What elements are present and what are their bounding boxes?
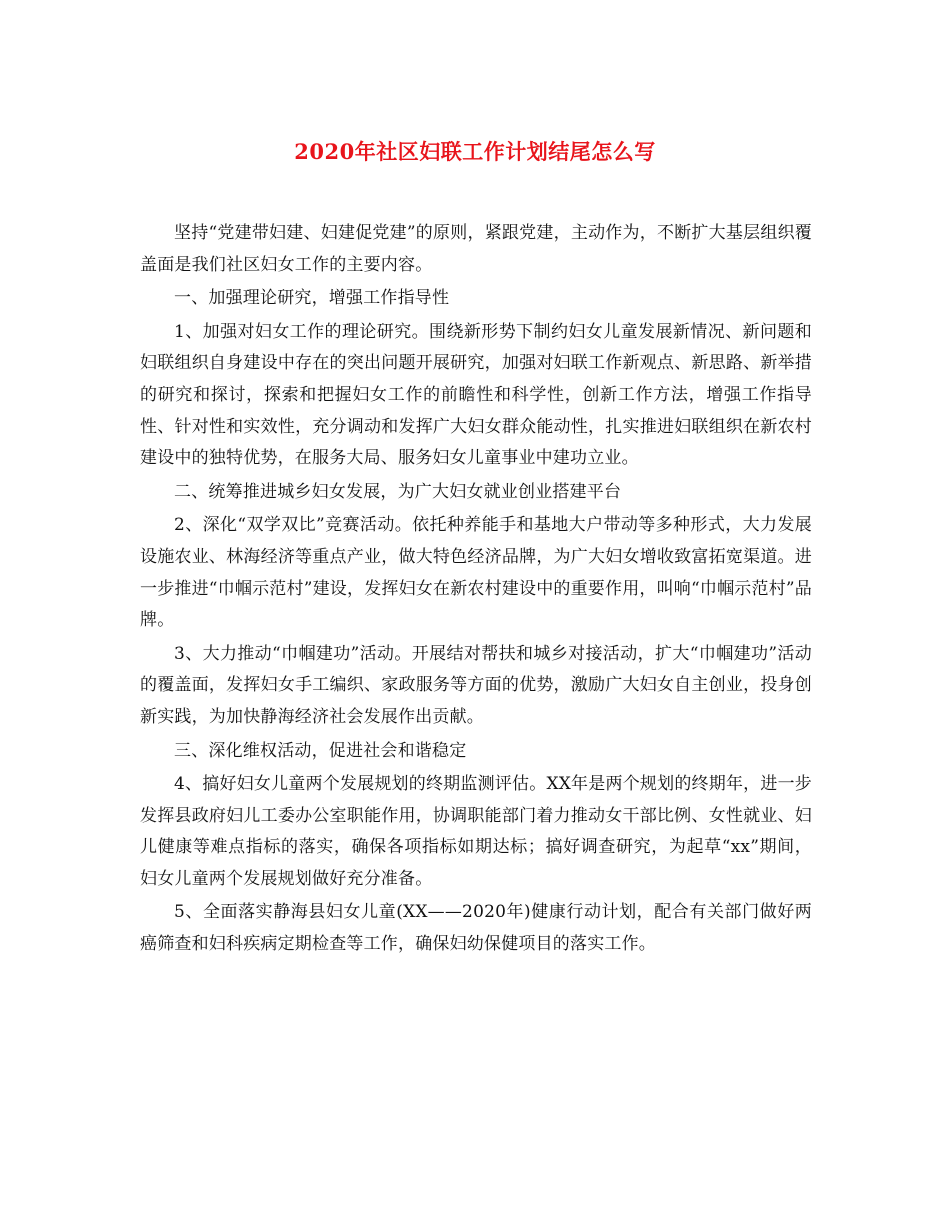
section-heading-1: 一、加强理论研究，增强工作指导性 <box>174 288 450 309</box>
paragraph-item-1: 1、加强对妇女工作的理论研究。围绕新形势下制约妇女儿童发展新情况、新问题和妇联组织自身建设中存在的突出问题开展研究，加强对妇联工作新观点、新思路、新举措的研究和探讨，探索和把握妇女工作的前瞻性和科学性，创新工作方法，增强工作指导性、针对性和实效性，充分调动和发挥广大妇女群众能动性，扎实推进妇联组织在新农村建设中的独特优势，在服务大局、服务妇女儿童事业中建功立业。 <box>140 321 812 469</box>
paragraph-item-4: 4、搞好妇女儿童两个发展规划的终期监测评估。XX年是两个规划的终期年，进一步发挥县政府妇儿工委办公室职能作用，协调职能部门着力推动女干部比例、女性就业、妇儿健康等难点指标的落实，确保各项指标如期达标；搞好调查研究，为起草“xx”期间，妇女儿童两个发展规划做好充分准备。 <box>140 774 812 889</box>
paragraph-item-5: 5、全面落实静海县妇女儿童(XX——2020年)健康行动计划，配合有关部门做好两癌筛查和妇科疾病定期检查等工作，确保妇幼保健项目的落实工作。 <box>140 902 812 955</box>
document-body <box>140 218 812 961</box>
section-heading-3: 三、深化维权活动，促进社会和谐稳定 <box>174 740 467 761</box>
section-heading-2: 二、统筹推进城乡妇女发展，为广大妇女就业创业搭建平台 <box>174 481 622 502</box>
document-title: 2020年社区妇联工作计划结尾怎么写 <box>294 139 656 164</box>
paragraph-item-3: 3、大力推动“巾帼建功”活动。开展结对帮扶和城乡对接活动，扩大“巾帼建功”活动的覆盖面，发挥妇女手工编织、家政服务等方面的优势，激励广大妇女自主创业，投身创新实践，为加快静海经济社会发展作出贡献。 <box>140 643 812 727</box>
paragraph-intro: 坚持“党建带妇建、妇建促党建”的原则，紧跟党建，主动作为，不断扩大基层组织覆盖面是我们社区妇女工作的主要内容。 <box>140 223 812 275</box>
paragraph-item-2: 2、深化“双学双比”竞赛活动。依托种养能手和基地大户带动等多种形式，大力发展设施农业、林海经济等重点产业，做大特色经济品牌，为广大妇女增收致富拓宽渠道。进一步推进“巾帼示范村”建设，发挥妇女在新农村建设中的重要作用，叫响“巾帼示范村”品牌。 <box>140 515 812 631</box>
